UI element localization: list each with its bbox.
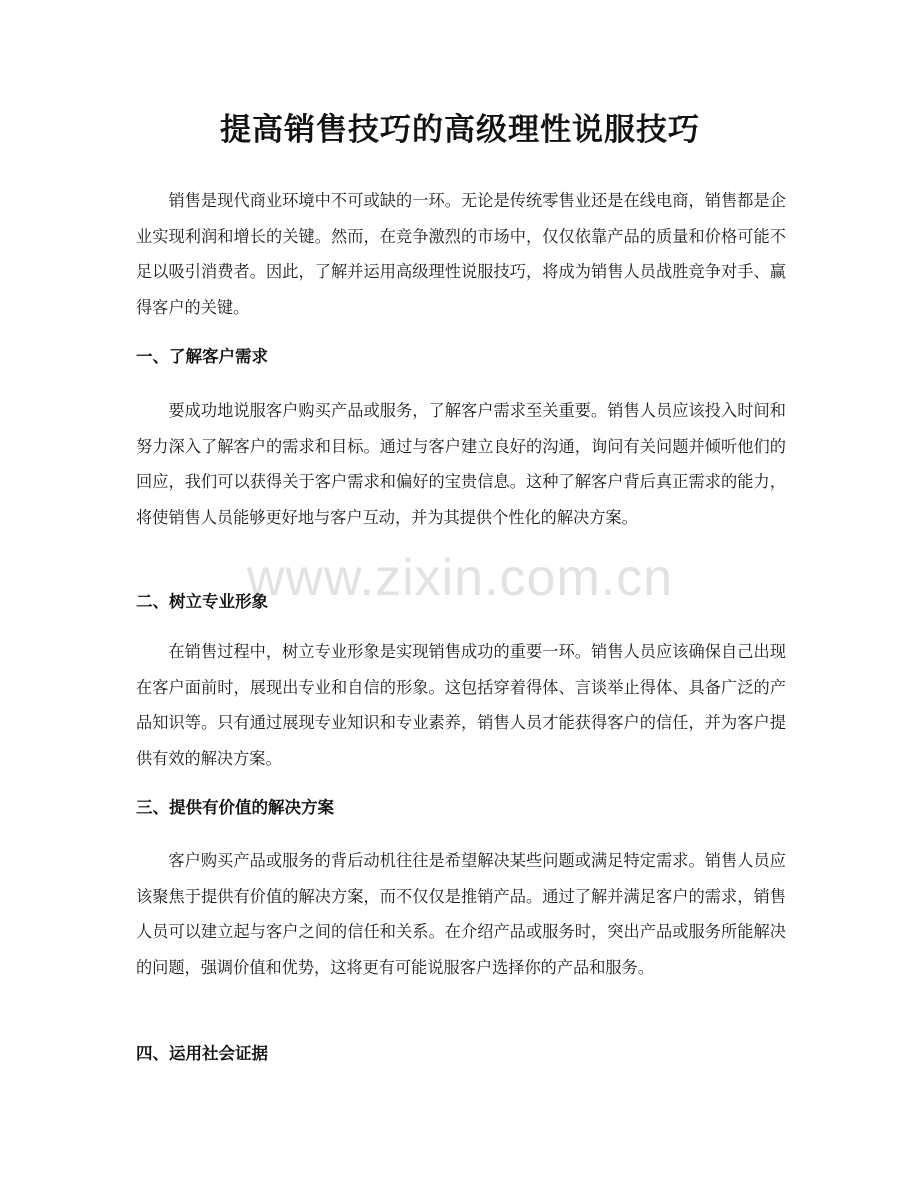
intro-paragraph: 销售是现代商业环境中不可或缺的一环。无论是传统零售业还是在线电商，销售都是企业实现利润和增长的关键。然而，在竞争激烈的市场中，仅仅依靠产品的质量和价格可能不足以吸引消费者。因此，了解并运用高级理性说服技巧，将成为销售人员战胜竞争对手、赢得客户的关键。 [136,191,786,317]
watermark-text: www.zixin.com.cn [246,549,674,607]
section-heading-4: 四、运用社会证据 [136,1044,268,1063]
section-body-3: 客户购买产品或服务的背后动机往往是希望解决某些问题或满足特定需求。销售人员应该聚焦于提供有价值的解决方案，而不仅仅是推销产品。通过了解并满足客户的需求，销售人员可以建立起与客户之间的信任和关系。在介绍产品或服务时，突出产品或服务所能解决的问题，强调价值和优势，这将更有可能说服客户选择你的产品和服务。 [136,851,786,977]
document-title: 提高销售技巧的高级理性说服技巧 [220,112,700,148]
section-body-1: 要成功地说服客户购买产品或服务，了解客户需求至关重要。销售人员应该投入时间和努力深入了解客户的需求和目标。通过与客户建立良好的沟通，询问有关问题并倾听他们的回应，我们可以获得关于客户需求和偏好的宝贵信息。这种了解客户背后真正需求的能力，将使销售人员能够更好地与客户互动，并为其提供个性化的解决方案。 [136,401,786,527]
section-heading-1: 一、了解客户需求 [136,347,268,366]
section-heading-3: 三、提供有价值的解决方案 [136,798,334,817]
section-heading-2: 二、树立专业形象 [136,592,268,611]
section-body-2: 在销售过程中，树立专业形象是实现销售成功的重要一环。销售人员应该确保自己出现在客户面前时，展现出专业和自信的形象。这包括穿着得体、言谈举止得体、具备广泛的产品知识等。只有通过展现专业知识和专业素养，销售人员才能获得客户的信任，并为客户提供有效的解决方案。 [136,642,786,768]
